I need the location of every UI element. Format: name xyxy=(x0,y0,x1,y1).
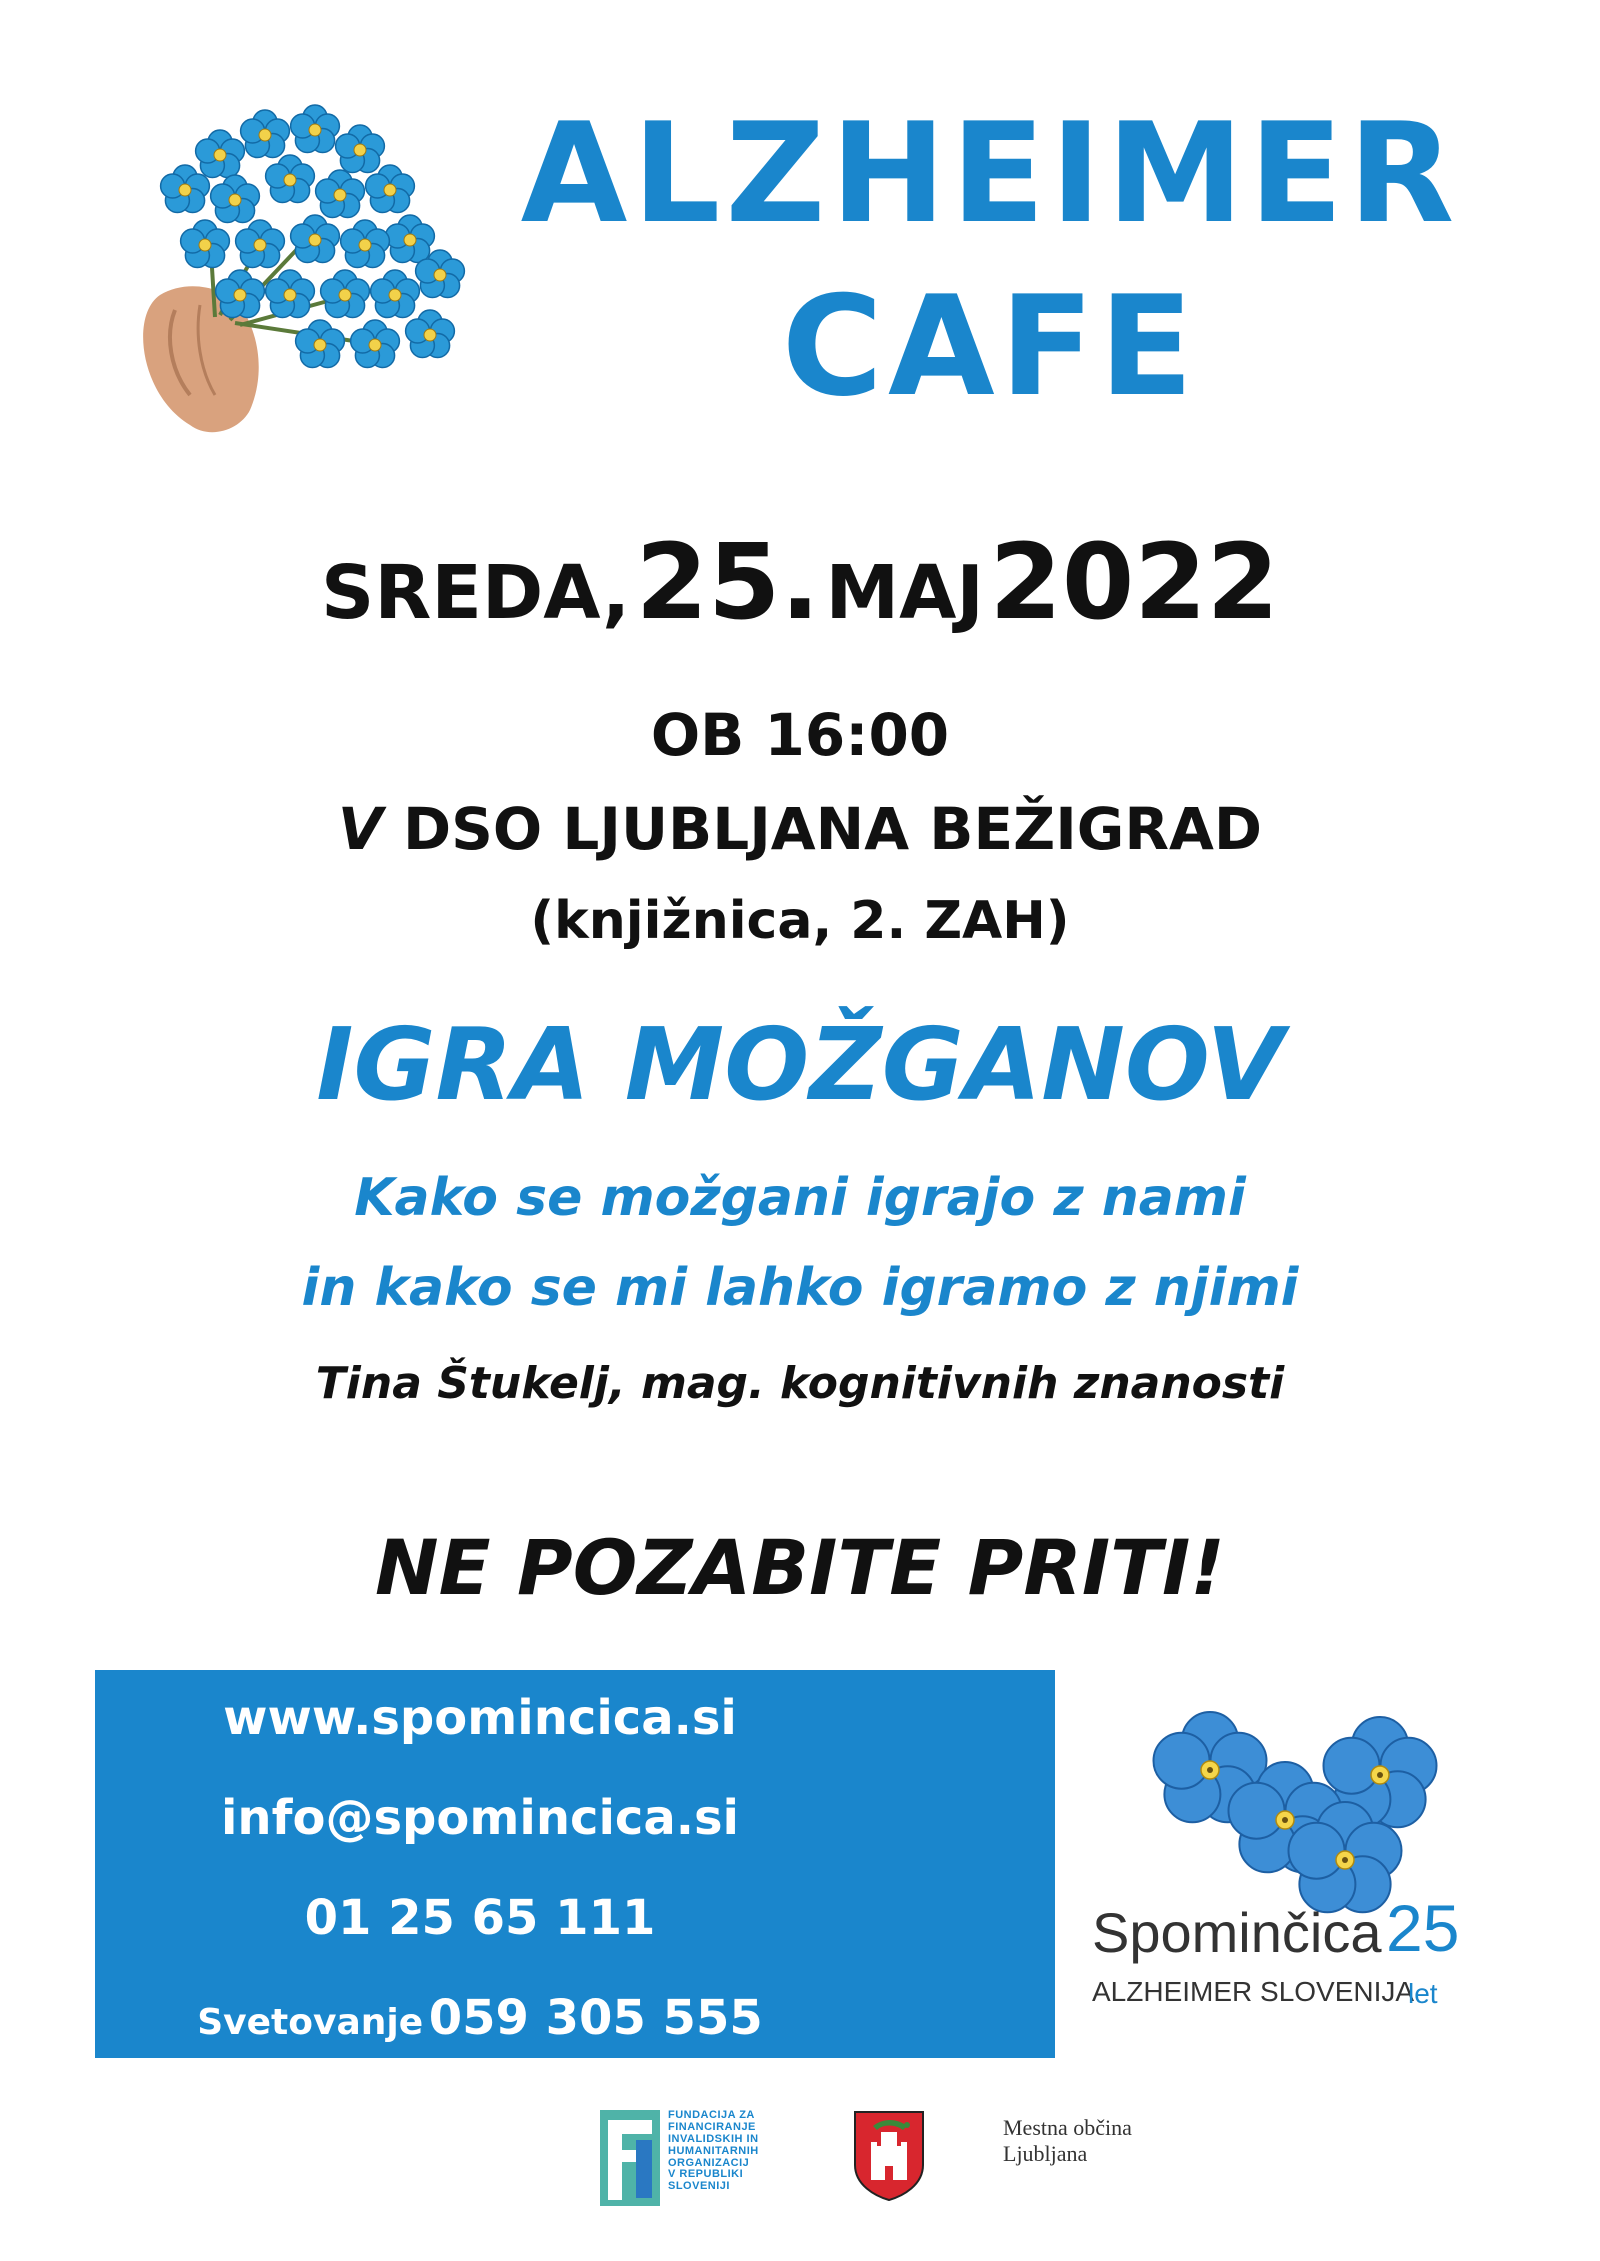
event-month: MAJ xyxy=(825,550,984,636)
poster-title-line1: ALZHEIMER xyxy=(520,93,1460,254)
speaker: Tina Štukelj, mag. kognitivnih znanosti xyxy=(315,1358,1285,1409)
fiho-logo-icon xyxy=(600,2110,660,2206)
fiho-line: INVALIDSKIH IN xyxy=(668,2132,759,2145)
reminder-text: NE POZABITE PRITI! xyxy=(375,1523,1225,1612)
phone-number[interactable]: 01 25 65 111 xyxy=(304,1890,656,1946)
helpline-label: Svetovanje xyxy=(197,2002,424,2043)
venue-prefix: V xyxy=(337,795,383,863)
venue-name: DSO LJUBLJANA BEŽIGRAD xyxy=(403,795,1263,863)
fiho-text xyxy=(668,2110,798,2193)
spomincica-logo-name: Spominčica xyxy=(1092,1901,1382,1964)
topic-title: IGRA MOŽGANOV xyxy=(316,1006,1284,1123)
helpline xyxy=(0,1990,960,2046)
fiho-line: SLOVENIJI xyxy=(668,2180,730,2193)
mol-line1: Mestna občina xyxy=(1003,2115,1132,2140)
fiho-line: ORGANIZACIJ xyxy=(668,2156,750,2169)
fiho-line: V REPUBLIKI xyxy=(668,2168,744,2181)
event-weekday: SREDA, xyxy=(321,550,631,636)
spomincica-logo-anniversary: 25 xyxy=(1386,1891,1460,1965)
poster-title-line2: CAFE xyxy=(781,266,1199,427)
event-venue xyxy=(0,795,1600,863)
spomincica-logo-let: let xyxy=(1408,1978,1438,2009)
helpline-number[interactable]: 059 305 555 xyxy=(428,1990,763,2046)
event-room: (knjižnica, 2. ZAH) xyxy=(530,891,1070,951)
topic-subtitle-line1: Kako se možgani igrajo z nami xyxy=(354,1168,1246,1228)
fiho-line: HUMANITARNIH xyxy=(668,2144,759,2157)
fiho-line: FUNDACIJA ZA xyxy=(668,2109,755,2121)
fiho-line: FINANCIRANJE xyxy=(668,2120,756,2133)
website-link[interactable]: www.spomincica.si xyxy=(223,1690,737,1746)
event-year: 2022 xyxy=(989,521,1279,643)
mol-line2: Ljubljana xyxy=(1003,2141,1088,2167)
event-date xyxy=(0,521,1600,643)
ljubljana-crest-icon xyxy=(853,2110,925,2202)
event-time: OB 16:00 xyxy=(650,701,950,769)
spomincica-logo-subtitle: ALZHEIMER SLOVENIJA xyxy=(1092,1976,1415,2007)
forget-me-not-bouquet-icon xyxy=(90,95,490,435)
topic-subtitle-line2: in kako se mi lahko igramo z njimi xyxy=(301,1258,1299,1318)
event-day: 25. xyxy=(635,521,820,643)
mol-text xyxy=(1003,2115,1203,2168)
email-link[interactable]: info@spomincica.si xyxy=(220,1790,740,1846)
